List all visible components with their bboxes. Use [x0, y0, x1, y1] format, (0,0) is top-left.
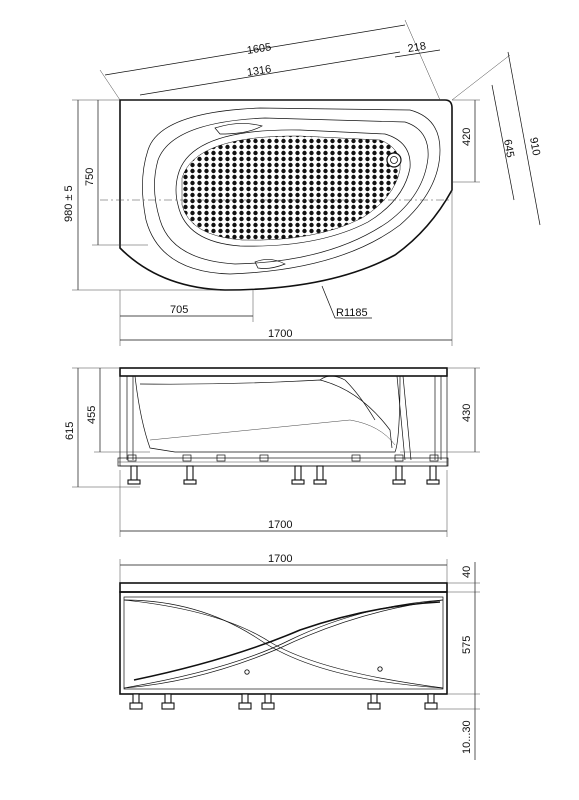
- dim-430: 430: [461, 403, 473, 422]
- dim-455: 455: [86, 405, 98, 424]
- dim-1700-panel: 1700: [268, 553, 293, 565]
- panel-view: [120, 553, 480, 760]
- dim-980: 980 ± 5: [63, 185, 75, 222]
- panel-view-wave-decor: [124, 600, 443, 688]
- dim-420: 420: [461, 127, 473, 146]
- panel-view-legs: [130, 694, 437, 709]
- dim-575: 575: [461, 635, 473, 654]
- dim-1700-top: 1700: [268, 328, 293, 340]
- dim-10-30: 10...30: [461, 720, 473, 754]
- dim-218: 218: [406, 40, 427, 56]
- dim-705: 705: [170, 304, 189, 316]
- dim-910: 910: [527, 136, 543, 157]
- dim-1316: 1316: [246, 63, 273, 79]
- front-view-rim: [120, 368, 447, 376]
- dim-1700-front: 1700: [268, 519, 293, 531]
- front-view-tub-body: [135, 376, 400, 452]
- panel-view-rim: [120, 583, 447, 592]
- dim-r1185: R1185: [336, 307, 368, 319]
- front-view: [64, 368, 480, 537]
- dim-1605: 1605: [246, 41, 273, 57]
- dim-40: 40: [461, 565, 473, 578]
- top-view-dotted-zone: [182, 136, 400, 240]
- top-view: [63, 20, 542, 346]
- front-view-legs: [128, 466, 439, 484]
- dim-750: 750: [84, 167, 96, 186]
- dim-645: 645: [501, 138, 517, 159]
- dim-615: 615: [64, 421, 76, 440]
